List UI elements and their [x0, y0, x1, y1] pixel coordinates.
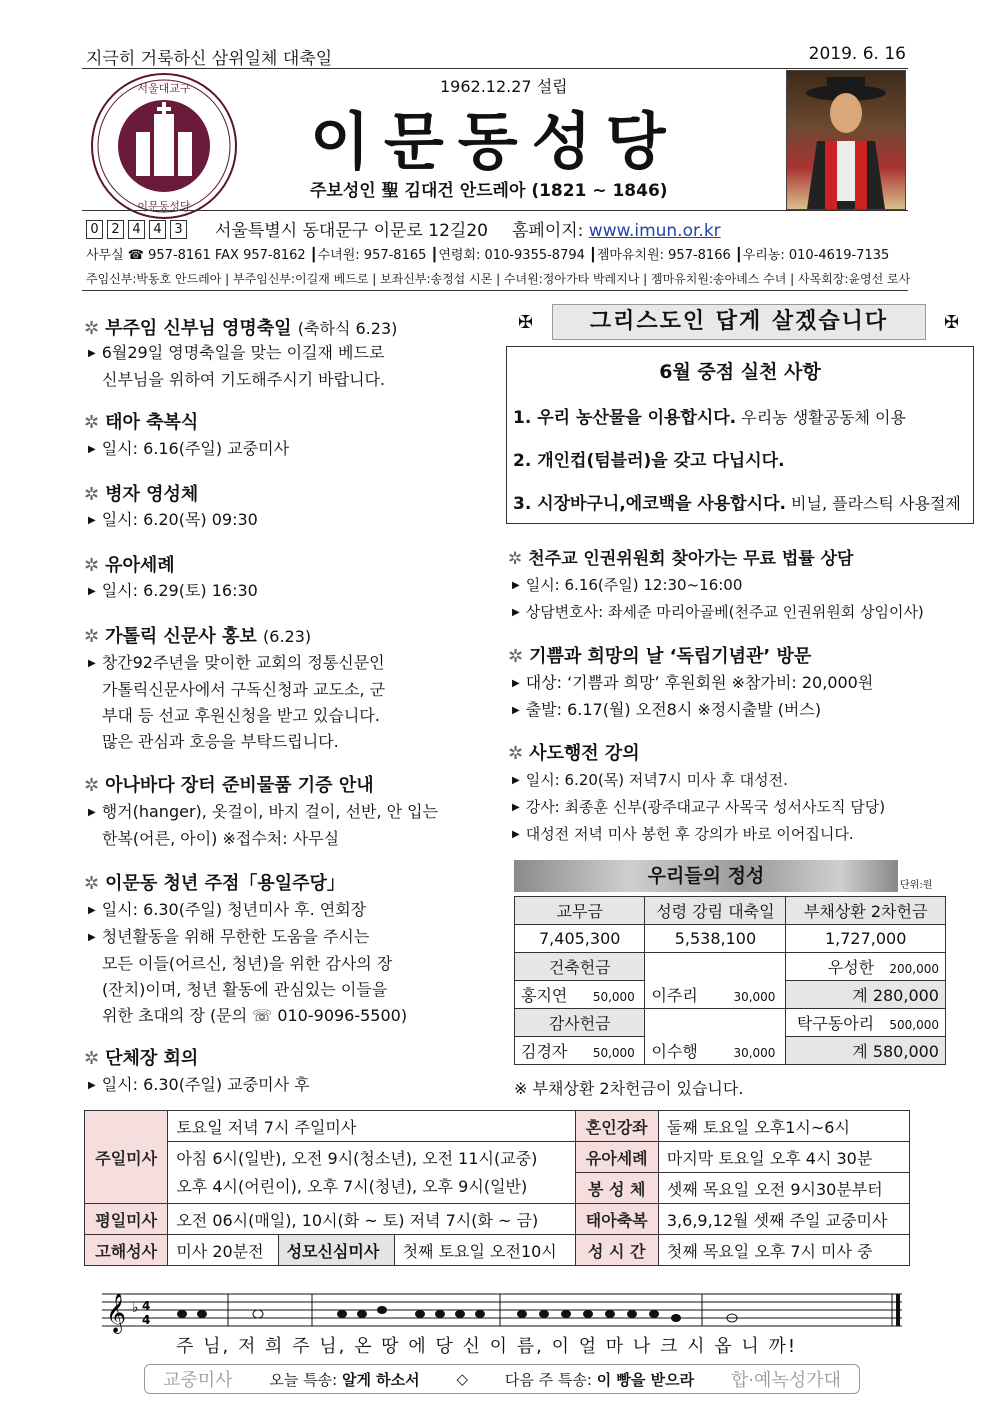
section-subtitle: (6.23): [263, 627, 312, 646]
table-cell: 3,6,9,12월 셋째 주일 교중미사: [658, 1204, 909, 1235]
body-line: (잔치)이며, 청년 활동에 관심있는 이들을: [102, 980, 388, 999]
body-line: 일시: 6.16(주일) 12:30~16:00: [525, 576, 743, 594]
postcode-digit: 3: [170, 220, 187, 239]
donor-name: 우성한: [827, 958, 875, 977]
section-title: [508, 544, 853, 569]
table-cell: 마지막 토요일 오후 4시 30분: [658, 1142, 909, 1173]
section-body: ▶ 일시: 6.20(목) 09:30: [88, 510, 258, 529]
table-row: [85, 1235, 910, 1266]
practice-item: [513, 403, 906, 428]
body-line: 가톨릭신문사에서 구독신청과 교도소, 군: [102, 680, 386, 699]
table-cell: [515, 1037, 645, 1065]
star-icon: ✲: [508, 549, 523, 569]
body-line: 일시: 6.16(주일) 교중미사: [101, 439, 290, 458]
section-title: [84, 551, 175, 577]
table-cell: 부채상환 2차헌금: [786, 897, 946, 925]
section-body: ▶ 행거(hanger), 옷걸이, 바지 걸이, 선반, 안 입는 한복(어른, 아이) ※접수처: 사무실: [88, 802, 439, 848]
table-cell: 혼인강좌: [575, 1111, 658, 1142]
donor-amount: 30,000: [733, 1045, 776, 1060]
divider: [82, 290, 908, 291]
table-cell: 성모신심미사: [278, 1235, 394, 1266]
saint-portrait: [786, 70, 906, 210]
address: 서울특별시 동대문구 이문로 12길20: [215, 221, 488, 241]
table-cell: 유아세례: [575, 1142, 658, 1173]
body-line: 청년활동을 위해 무한한 도움을 주시는: [101, 927, 370, 946]
next-song-title: 이 빵을 받으라: [596, 1370, 695, 1389]
table-cell: 봉 성 체: [575, 1173, 658, 1204]
section-body: ▶ 일시: 6.30(주일) 교중미사 후: [88, 1075, 310, 1094]
donor-name: 이주리: [651, 985, 698, 1005]
table-cell: [786, 953, 946, 981]
section-title-text: 단체장 회의: [105, 1048, 199, 1069]
section-title: [508, 642, 811, 668]
footer-bar: [144, 1364, 860, 1394]
table-row: [85, 1111, 910, 1142]
section-title: [84, 622, 311, 648]
section-title-text: 부주임 신부님 영명축일: [105, 318, 292, 339]
section-title-text: 병자 영성체: [105, 484, 199, 505]
cross-icon: ✠: [944, 312, 960, 333]
table-cell: 셋째 목요일 오전 9시30분부터: [658, 1173, 909, 1204]
footer-left: 교중미사: [163, 1370, 233, 1391]
diamond-icon: ◇: [456, 1370, 469, 1388]
donor-name: 탁구동아리: [796, 1014, 875, 1033]
svg-text:4: 4: [142, 1313, 151, 1327]
body-line: 대성전 저녁 미사 봉헌 후 강의가 바로 이어집니다.: [525, 825, 854, 843]
section-subtitle: (축하식 6.23): [297, 319, 398, 338]
practice-item-note: 비닐, 플라스틱 사용절제: [785, 494, 961, 513]
portrait-image: [787, 71, 905, 209]
body-line: 위한 초대의 장 (문의 ☏ 010-9096-5500): [102, 1006, 408, 1025]
music-staff: [102, 1290, 902, 1334]
svg-text:♭: ♭: [132, 1300, 139, 1316]
section-body: ▶ 대상: ‘기쁨과 희망’ 후원회원 ※참가비: 20,000원 ▶ 출발: 6.17(월) 오전8시 ※정시출발 (버스): [512, 673, 874, 719]
table-row: [515, 1037, 946, 1065]
table-cell: 평일미사: [85, 1204, 168, 1235]
practice-item-bold: 1. 우리 농산물을 이용합시다.: [513, 408, 737, 428]
svg-text:𝄞: 𝄞: [106, 1293, 127, 1333]
today-song-label: 오늘 특송:: [269, 1370, 338, 1389]
table-cell: 미사 20분전: [168, 1235, 278, 1266]
body-line: 신부님을 위하여 기도해주시기 바랍니다.: [102, 370, 386, 389]
section-body: ▶ 일시: 6.20(목) 저녁7시 미사 후 대성전. ▶ 강사: 최종훈 신부(광주대교구 사목국 성서사도직 담당) ▶ 대성전 저녁 미사 봉헌 후 강의가 바로 이어집니다.: [512, 771, 886, 843]
cross-icon: ✠: [518, 312, 534, 333]
table-cell: [645, 953, 786, 981]
postcode-digit: 2: [107, 220, 124, 239]
table-cell: 감사헌금: [515, 1009, 645, 1037]
table-cell: 첫째 토요일 오전10시: [394, 1235, 575, 1266]
svg-text:4: 4: [142, 1299, 151, 1313]
offering-table: [514, 896, 946, 1065]
table-cell: 계 580,000: [786, 1037, 946, 1065]
patron-saint: 주보성인 聖 김대건 안드레아 (1821 ~ 1846): [310, 181, 668, 201]
donor-name: 이수행: [651, 1041, 698, 1061]
homepage-link[interactable]: www.imun.or.kr: [588, 221, 721, 241]
table-cell: [168, 1142, 575, 1204]
offering-title: 우리들의 정성: [514, 860, 898, 892]
star-icon: ✲: [84, 318, 100, 339]
section-title: [84, 314, 397, 340]
body-line: 일시: 6.30(주일) 청년미사 후. 연회장: [101, 900, 367, 919]
table-cell: 첫째 목요일 오후 7시 미사 중: [658, 1235, 909, 1266]
star-icon: ✲: [508, 646, 524, 667]
table-cell: 토요일 저녁 7시 주일미사: [168, 1111, 575, 1142]
footer-right: 합·예녹성가대: [730, 1370, 841, 1391]
motto-banner: 그리스도인 답게 살겠습니다: [552, 304, 926, 340]
address-row: [86, 216, 906, 241]
section-title: [84, 408, 198, 434]
donor-amount: 200,000: [889, 962, 939, 976]
table-cell: [515, 981, 645, 1009]
body-line: 행거(hanger), 옷걸이, 바지 걸이, 선반, 안 입는: [101, 802, 439, 821]
body-line: 부대 등 선교 후원신청을 받고 있습니다.: [102, 706, 380, 725]
star-icon: ✲: [84, 412, 100, 433]
table-row: [515, 925, 946, 953]
table-cell: [786, 1009, 946, 1037]
section-title-text: 유아세례: [105, 555, 175, 576]
table-cell: 7,405,300: [515, 925, 645, 953]
divider: [82, 210, 908, 211]
section-title-text: 천주교 인권위원회 찾아가는 무료 법률 상담: [528, 549, 854, 569]
table-cell: 성 시 간: [575, 1235, 658, 1266]
body-line: 일시: 6.20(목) 09:30: [101, 510, 258, 529]
practice-item-bold: 2. 개인컵(텀블러)을 갖고 다닙시다.: [513, 451, 785, 471]
section-body: ▶ 일시: 6.16(주일) 12:30~16:00 ▶ 상담변호사: 좌세준 마리아골베(천주교 인권위원회 상임이사): [512, 576, 924, 621]
body-line: 모든 이들(어르신, 청년)을 위한 감사의 장: [102, 954, 393, 973]
postcode-digit: 0: [86, 220, 103, 239]
divider: [82, 68, 908, 69]
section-body: ▶ 일시: 6.30(주일) 청년미사 후. 연회장 ▶ 청년활동을 위해 무한한 도움을 주시는 모든 이들(어르신, 청년)을 위한 감사의 장 (잔치)이며, 청년 활동에 관심있는 이들을 위한 초대의 장 (문의 ☏ 010-9096-5500): [88, 900, 408, 1025]
section-title: [84, 1044, 198, 1070]
next-song: [505, 1369, 694, 1390]
section-title: [508, 739, 640, 765]
mass-schedule-table: [84, 1110, 910, 1266]
section-title-text: 사도행전 강의: [529, 743, 640, 764]
practice-item-bold: 3. 시장바구니,에코백을 사용합시다.: [513, 494, 786, 514]
offering-note: ※ 부채상환 2차헌금이 있습니다.: [514, 1079, 744, 1098]
section-body: ▶ 6월29일 영명축일을 맞는 이길재 베드로 신부님을 위하여 기도해주시기 바랍니다.: [88, 343, 386, 389]
parish-logo: [90, 72, 238, 220]
postcode: [86, 218, 191, 239]
body-line: 많은 관심과 호응을 부탁드립니다.: [102, 732, 339, 751]
table-row: [85, 1204, 910, 1235]
contact-line: 사무실 ☎ 957-8161 FAX 957-8162 ┃수녀원: 957-8165 ┃연령회: 010-9355-8794 ┃젬마유치원: 957-8166 ┃우리농: 010-4619-7135: [86, 248, 890, 263]
today-song-title: 알게 하소서: [341, 1370, 420, 1389]
star-icon: ✲: [84, 873, 100, 894]
offering-unit: 단위:원: [900, 880, 933, 891]
table-cell: 1,727,000: [786, 925, 946, 953]
practice-box: [506, 346, 974, 524]
table-row: [515, 953, 946, 981]
table-cell: 태아축복: [575, 1204, 658, 1235]
section-title: [84, 480, 198, 506]
body-line: 일시: 6.20(목) 저녁7시 미사 후 대성전.: [525, 771, 788, 789]
header-top: [86, 44, 906, 69]
donor-name: 홍지연: [521, 986, 568, 1005]
star-icon: ✲: [84, 775, 100, 796]
table-row: [85, 1142, 910, 1173]
next-song-label: 다음 주 특송:: [504, 1370, 592, 1389]
section-title-text: 태아 축복식: [105, 412, 199, 433]
table-row: [515, 897, 946, 925]
donor-amount: 50,000: [592, 990, 635, 1004]
practice-item: [513, 489, 961, 514]
table-cell: 둘째 토요일 오후1시~6시: [658, 1111, 909, 1142]
practice-item-note: 우리농 생활공동체 이용: [736, 408, 906, 427]
svg-text:서울대교구: 서울대교구: [137, 82, 191, 95]
table-cell: 건축헌금: [515, 953, 645, 981]
section-title: [84, 869, 345, 895]
section-title-text: 이문동 청년 주점「용일주당」: [105, 873, 345, 894]
body-line: 6월29일 영명축일을 맞는 이길재 베드로: [101, 343, 385, 362]
practice-heading: 6월 중점 실천 사항: [659, 361, 821, 383]
schedule-line: 오후 4시(어린이), 오후 7시(청년), 오후 9시(일반): [176, 1176, 528, 1196]
practice-item: [513, 446, 785, 471]
established: 1962.12.27 설립: [440, 77, 568, 96]
table-cell: [645, 1009, 786, 1037]
donor-amount: 500,000: [889, 1018, 939, 1032]
postcode-digit: 4: [128, 220, 145, 239]
section-body: ▶ 일시: 6.16(주일) 교중미사: [88, 439, 290, 458]
body-line: 강사: 최종훈 신부(광주대교구 사목국 성서사도직 담당): [525, 798, 886, 816]
table-cell: 성령 강림 대축일: [645, 897, 786, 925]
staff-line: 주임신부:박동호 안드레아 | 부주임신부:이길재 베드로 | 보좌신부:송정섭 시몬 | 수녀원:정아가타 박레지나 | 젬마유치원:송아녜스 수녀 | 사목회장:윤영선 로사: [86, 272, 911, 286]
body-line: 한복(어른, 아이) ※접수처: 사무실: [102, 829, 340, 848]
donor-name: 김경자: [521, 1042, 568, 1061]
section-body: ▶ 일시: 6.29(토) 16:30: [88, 581, 258, 600]
table-cell: 5,538,100: [645, 925, 786, 953]
star-icon: ✲: [508, 743, 524, 764]
body-line: 일시: 6.29(토) 16:30: [101, 581, 258, 600]
body-line: 일시: 6.30(주일) 교중미사 후: [101, 1075, 310, 1094]
table-cell: 교무금: [515, 897, 645, 925]
star-icon: ✲: [84, 626, 100, 647]
section-title-text: 기쁨과 희망의 날 ‘독립기념관’ 방문: [529, 646, 812, 667]
svg-text:이문동성당: 이문동성당: [137, 200, 191, 213]
star-icon: ✲: [84, 484, 100, 505]
body-line: 대상: ‘기쁨과 희망’ 후원회원 ※참가비: 20,000원: [525, 673, 874, 692]
section-body: ▶ 창간92주년을 맞이한 교회의 정통신문인 가톨릭신문사에서 구독신청과 교도소, 군 부대 등 선교 후원신청을 받고 있습니다. 많은 관심과 호응을 부탁드립니다.: [88, 653, 386, 751]
homepage-label: 홈페이지:: [511, 221, 584, 241]
star-icon: ✲: [84, 555, 100, 576]
section-title: [84, 771, 374, 797]
section-title-text: 가톨릭 신문사 홍보: [105, 626, 257, 647]
table-row: [515, 1009, 946, 1037]
star-icon: ✲: [84, 1048, 100, 1069]
table-cell: 오전 06시(매일), 10시(화 ~ 토) 저녁 7시(화 ~ 금): [168, 1204, 575, 1235]
body-line: 창간92주년을 맞이한 교회의 정통신문인: [101, 653, 385, 672]
table-cell: 계 280,000: [786, 981, 946, 1009]
table-cell: [645, 981, 786, 1009]
donor-amount: 50,000: [592, 1046, 635, 1060]
body-line: 상담변호사: 좌세준 마리아골베(천주교 인권위원회 상임이사): [525, 603, 924, 621]
table-cell: 주일미사: [85, 1111, 168, 1204]
parish-title: 이문동성당: [310, 105, 680, 178]
table-row: [515, 981, 946, 1009]
hymn-lyrics: 주 님, 저 희 주 님, 온 땅 에 당 신 이 름, 이 얼 마 나 크 시 옵 니 까!: [176, 1336, 798, 1357]
issue-date: 2019. 6. 16: [808, 44, 906, 64]
feast-name: 지극히 거룩하신 삼위일체 대축일: [86, 49, 333, 69]
section-title-text: 아나바다 장터 준비물품 기증 안내: [105, 775, 374, 796]
table-cell: [645, 1037, 786, 1065]
donor-amount: 30,000: [733, 989, 776, 1004]
table-cell: 고해성사: [85, 1235, 168, 1266]
body-line: 출발: 6.17(월) 오전8시 ※정시출발 (버스): [525, 700, 822, 719]
schedule-line: 아침 6시(일반), 오전 9시(청소년), 오전 11시(교중): [176, 1148, 538, 1168]
today-song: [269, 1369, 419, 1390]
postcode-digit: 4: [149, 220, 166, 239]
